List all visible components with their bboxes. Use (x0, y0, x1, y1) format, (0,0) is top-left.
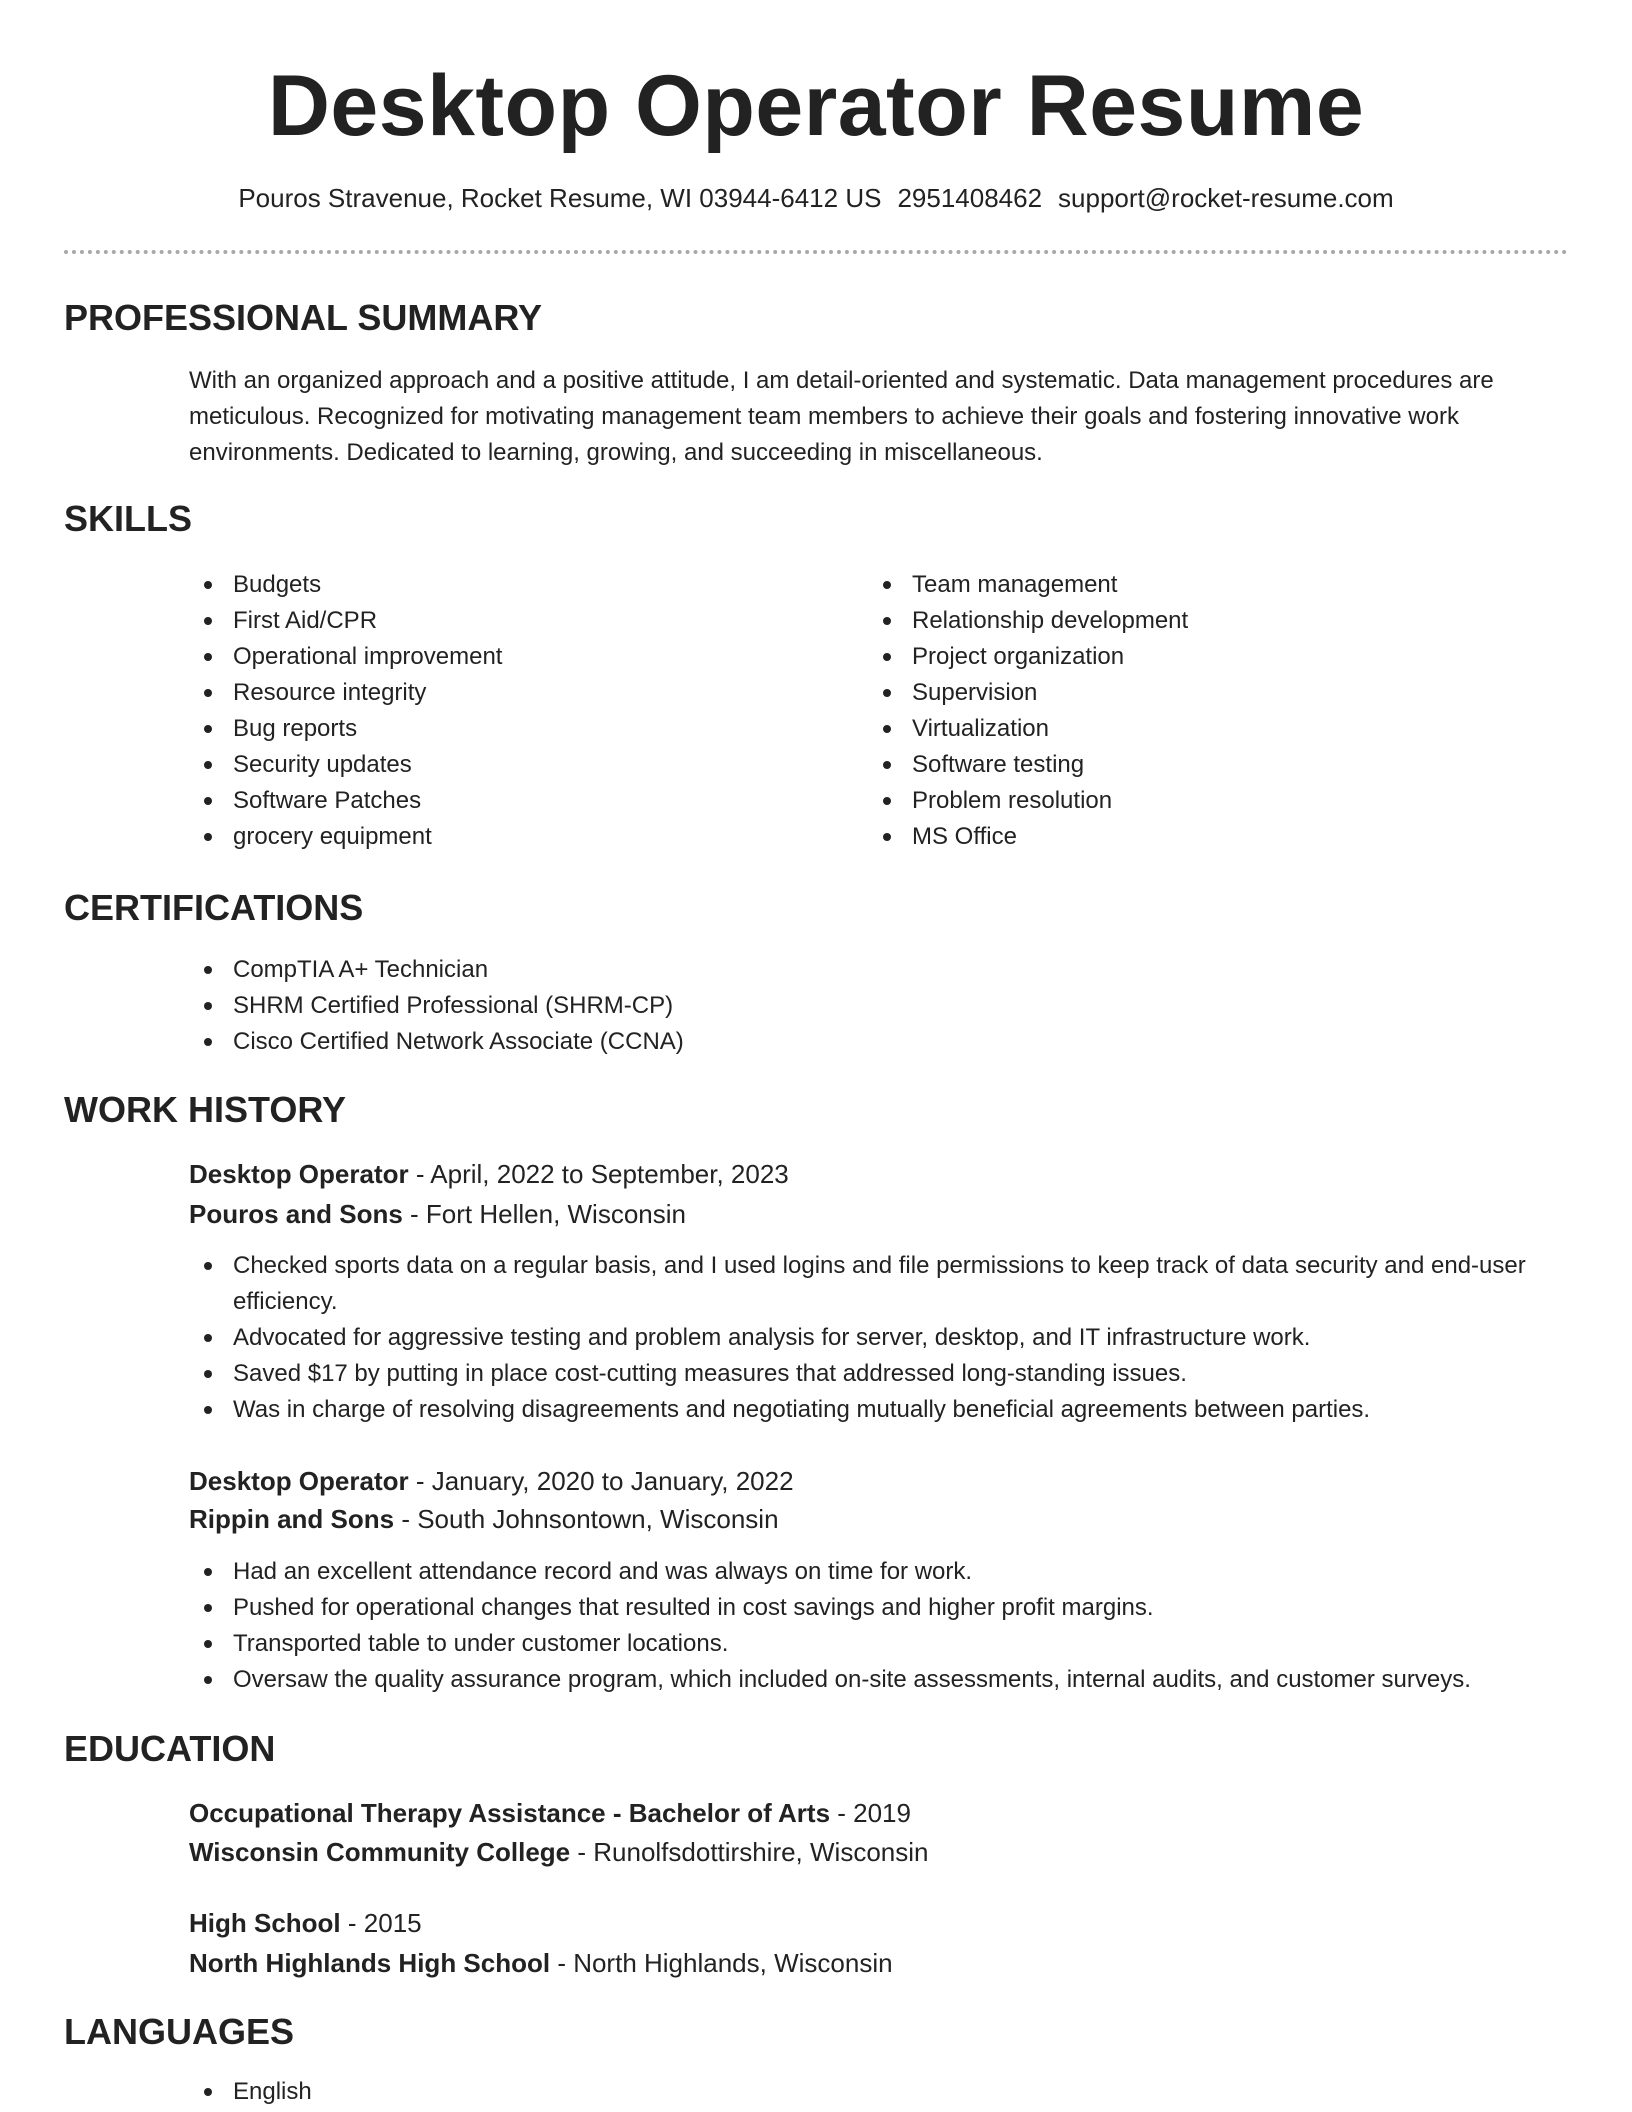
job-company: Pouros and Sons (189, 1199, 403, 1229)
work-history-heading: WORK HISTORY (64, 1089, 347, 1130)
job-dates: - January, 2020 to January, 2022 (408, 1466, 794, 1496)
summary-heading: PROFESSIONAL SUMMARY (64, 297, 543, 338)
education-degree: High School (189, 1908, 341, 1938)
contact-phone: 2951408462 (897, 183, 1043, 213)
skill-item: Security updates (189, 747, 829, 783)
skills-list-right (868, 567, 1548, 855)
contact-line (0, 178, 1632, 218)
skill-item: MS Office (868, 819, 1548, 855)
skill-item: Supervision (868, 675, 1548, 711)
skill-item: Budgets (189, 567, 829, 603)
certification-item: Cisco Certified Network Associate (CCNA) (189, 1024, 1549, 1060)
contact-email: support@rocket-resume.com (1058, 183, 1394, 213)
certifications-heading: CERTIFICATIONS (64, 887, 364, 928)
job-company: Rippin and Sons (189, 1504, 395, 1534)
skill-item: Relationship development (868, 603, 1548, 639)
education-school: Wisconsin Community College (189, 1837, 571, 1867)
skill-item: First Aid/CPR (189, 603, 829, 639)
languages-list (189, 2074, 1549, 2110)
job-company-line (189, 1499, 1549, 1539)
education-year: - 2015 (340, 1908, 422, 1938)
job-title-line (189, 1461, 1549, 1501)
job-bullets (189, 1554, 1549, 1698)
skill-item: Team management (868, 567, 1548, 603)
job-bullet: Oversaw the quality assurance program, which included on-site assessments, internal audits, and customer surveys. (189, 1662, 1549, 1698)
job-dates: - April, 2022 to September, 2023 (408, 1159, 789, 1189)
job-bullet: Transported table to under customer locations. (189, 1626, 1549, 1662)
resume-title: Desktop Operator Resume (267, 58, 1365, 154)
job-location: - Fort Hellen, Wisconsin (402, 1199, 686, 1229)
skill-item: Virtualization (868, 711, 1548, 747)
skill-item: Software Patches (189, 783, 829, 819)
skills-list-left (189, 567, 829, 855)
job-bullet: Pushed for operational changes that resulted in cost savings and higher profit margins. (189, 1590, 1549, 1626)
skill-item: grocery equipment (189, 819, 829, 855)
job-location: - South Johnsontown, Wisconsin (394, 1504, 779, 1534)
job-bullet: Advocated for aggressive testing and problem analysis for server, desktop, and IT infrastructure work. (189, 1320, 1549, 1356)
skill-item: Bug reports (189, 711, 829, 747)
skill-item: Project organization (868, 639, 1548, 675)
skills-heading: SKILLS (64, 498, 193, 539)
skill-item: Software testing (868, 747, 1548, 783)
summary-text: With an organized approach and a positive attitude, I am detail-oriented and systematic. Data management procedures are meticulous. Recognized for motivating management team members to achieve their goals and fostering innovative work environments. Dedicated to learning, growing, and succeeding in miscellaneous. (189, 367, 1494, 466)
header-divider (64, 250, 1568, 254)
skill-item: Resource integrity (189, 675, 829, 711)
contact-address: Pouros Stravenue, Rocket Resume, WI 03944-6412 US (238, 183, 882, 213)
education-location: - North Highlands, Wisconsin (550, 1948, 893, 1978)
job-bullet: Was in charge of resolving disagreements and negotiating mutually beneficial agreements between parties. (189, 1392, 1549, 1428)
job-bullet: Had an excellent attendance record and was always on time for work. (189, 1554, 1549, 1590)
job-title: Desktop Operator (189, 1159, 409, 1189)
education-degree: Occupational Therapy Assistance - Bachelor of Arts (189, 1798, 831, 1828)
education-school-line (189, 1943, 1549, 1983)
job-bullets (189, 1248, 1549, 1428)
certification-item: CompTIA A+ Technician (189, 952, 1549, 988)
job-title-line (189, 1154, 1549, 1194)
education-location: - Runolfsdottirshire, Wisconsin (570, 1837, 929, 1867)
languages-heading: LANGUAGES (64, 2011, 295, 2052)
job-bullet: Checked sports data on a regular basis, and I used logins and file permissions to keep track of data security and end-user efficiency. (189, 1248, 1549, 1320)
education-school-line (189, 1832, 1549, 1872)
education-degree-line (189, 1903, 1549, 1943)
job-bullet: Saved $17 by putting in place cost-cutting measures that addressed long-standing issues. (189, 1356, 1549, 1392)
education-school: North Highlands High School (189, 1948, 551, 1978)
certifications-list (189, 952, 1549, 1060)
education-degree-line (189, 1793, 1549, 1833)
job-company-line (189, 1194, 1549, 1234)
skill-item: Operational improvement (189, 639, 829, 675)
certification-item: SHRM Certified Professional (SHRM-CP) (189, 988, 1549, 1024)
education-heading: EDUCATION (64, 1728, 276, 1769)
language-item: English (189, 2074, 1549, 2110)
skill-item: Problem resolution (868, 783, 1548, 819)
education-year: - 2019 (830, 1798, 911, 1828)
job-title: Desktop Operator (189, 1466, 409, 1496)
